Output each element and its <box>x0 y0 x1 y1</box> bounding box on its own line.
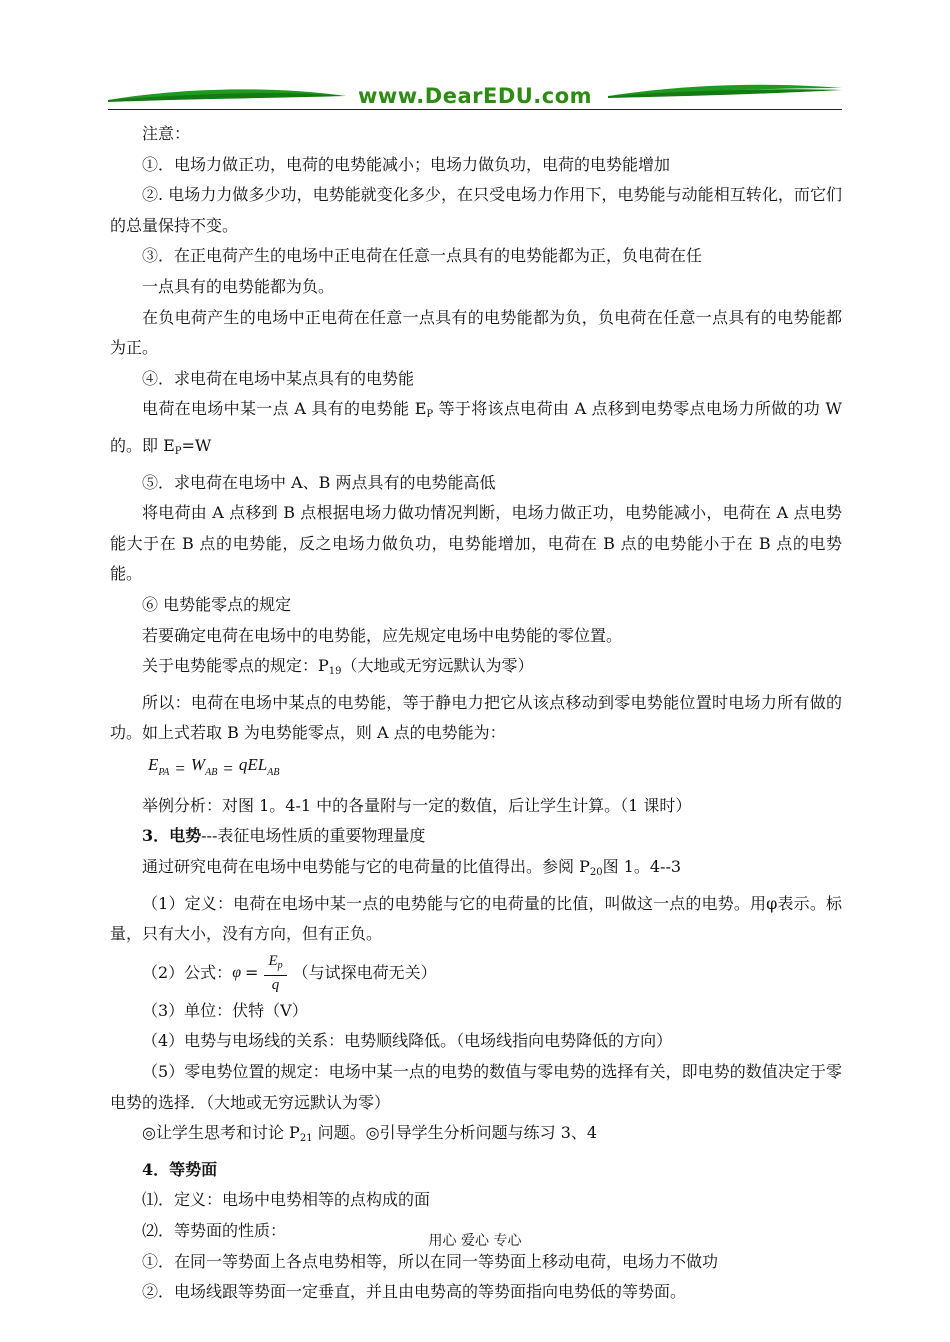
para-zero-rule: 关于电势能零点的规定：$P_{19}$（大地或无穷远默认为零） <box>142 656 534 678</box>
para-discussion: ◎让学生思考和讨论 $P_{21}$ 问题。◎引导学生分析问题与练习 3、4 <box>142 1123 598 1145</box>
para-eq-prop-1: ①．在同一等势面上各点电势相等，所以在同一等势面上移动电荷，电场力不做功 <box>142 1251 719 1271</box>
para-therefore: 所以：电荷在电场中某点的电势能，等于静电力把它从该点移动到零电势能位置时电场力所有做的功。如上式若取 B 为电势能零点，则 A 点的电势能为： <box>110 692 842 743</box>
para-4-detail: 电荷在电场中某一点 A 具有的电势能 $E_P$ 等于将该点电荷由 A 点移到电势零点电场力所做的功 W 的。即 $E_P=W$ <box>110 399 848 457</box>
page-footer: 用心 爱心 专心 <box>428 1233 522 1249</box>
page-header <box>108 78 842 112</box>
para-6-detail: 若要确定电荷在电场中的电势能，应先规定电场中电势能的零位置。 <box>142 625 623 645</box>
para-example: 举例分析：对图 1。4-1 中的各量附与一定的数值，后让学生计算。（1 课时） <box>142 795 692 815</box>
para-neg-charge: 在负电荷产生的电场中正电荷在任意一点具有的电势能都为负，负电荷在任意一点具有的电势能都为正。 <box>110 307 842 358</box>
para-1: ①．电场力做正功，电荷的电势能减小；电场力做负功，电荷的电势能增加 <box>142 154 671 174</box>
para-2: ②. 电场力力做多少功，电势能就变化多少，在只受电场力作用下，电势能与动能相互转化，而它们的总量保持不变。 <box>110 185 842 235</box>
para-5: ⑤．求电荷在电场中 A、B 两点具有的电势能高低 <box>142 472 496 492</box>
para-4: ④．求电荷在电场中某点具有的电势能 <box>142 368 415 388</box>
heading-equipotential: 4．等势面 <box>142 1159 218 1179</box>
para-eq-def: ⑴．定义：电场中电势相等的点构成的面 <box>142 1190 431 1210</box>
para-derive: 通过研究电荷在电场中电势能与它的电荷量的比值得出。参阅 $P_{20}$图 1。4--3 <box>142 857 682 879</box>
para-definition: （1）定义：电荷在电场中某一点的电势能与它的电荷量的比值，叫做这一点的电势。用φ表示。标量，只有大小，没有方向，但有正负。 <box>110 893 842 944</box>
para-relation: （4）电势与电场线的关系：电势顺线降低。（电场线指向电势降低的方向） <box>142 1031 673 1051</box>
para-eq-props: ⑵．等势面的性质： <box>142 1221 287 1240</box>
para-note: 注意： <box>142 124 191 143</box>
para-eq-prop-2: ②．电场线跟等势面一定垂直，并且由电势高的等势面指向电势低的等势面。 <box>142 1282 687 1302</box>
para-6: ⑥ 电势能零点的规定 <box>142 594 292 614</box>
para-unit: （3）单位：伏特（V） <box>142 1000 308 1020</box>
document-body <box>110 119 848 1308</box>
para-5-detail: 将电荷由 A 点移到 B 点根据电场力做功情况判断，电场力做正功，电势能减小，电荷在 A 点电势能大于在 B 点的电势能，反之电场力做负功，电势能增加，电荷在 B 点的电势能小于在 B 点的电势能。 <box>110 503 842 584</box>
formula-potential-energy: $E_{PA}$ = $W_{AB}$ = qEL$_{AB}$ <box>148 754 280 778</box>
fraction: $\frac{E_p}{q}$ <box>264 952 286 994</box>
para-zero-potential: （5）零电势位置的规定：电场中某一点的电势的数值与零电势的选择有关，即电势的数值决定于零电势的选择．（大地或无穷远默认为零） <box>110 1062 842 1112</box>
site-logo-text: www.DearEDU.com <box>357 84 593 108</box>
para-3: ③．在正电荷产生的电场中正电荷在任意一点具有的电势能都为正，负电荷在任 <box>142 246 703 266</box>
para-3-cont: 一点具有的电势能都为负。 <box>142 276 335 296</box>
header-rule <box>108 109 842 110</box>
formula-potential: （2）公式： φ = $\frac{E_p}{q}$ （与试探电荷无关） <box>142 952 437 993</box>
heading-potential: 3．电势---表征电场性质的重要物理量度 <box>142 826 426 846</box>
